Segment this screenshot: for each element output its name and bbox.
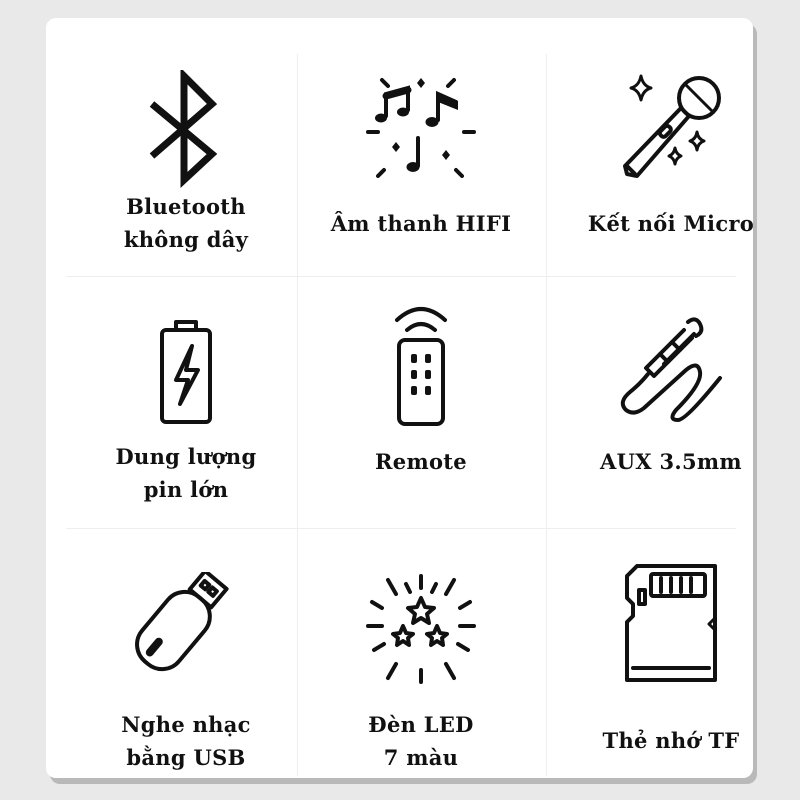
feature-label-line: Nghe nhạc: [121, 712, 251, 737]
feature-usb: [76, 534, 296, 776]
grid-divider: [66, 528, 736, 529]
usb-drive-icon: [130, 572, 242, 684]
memory-card-icon: [623, 564, 719, 684]
feature-label-line: pin lớn: [143, 477, 229, 502]
grid-divider: [546, 54, 547, 776]
battery-icon: [158, 320, 214, 424]
features-grid: [66, 36, 755, 776]
grid-divider: [66, 276, 736, 277]
remote-control-icon: [391, 304, 451, 428]
feature-label-line: không dây: [123, 227, 249, 252]
feature-battery: [76, 282, 296, 528]
feature-label-line: bằng USB: [126, 745, 246, 770]
feature-led: [311, 534, 531, 776]
bluetooth-icon: [146, 70, 226, 190]
feature-label-line: Kết nối Micro: [587, 211, 755, 236]
feature-bluetooth: [76, 36, 296, 276]
feature-label-line: Dung lượng: [115, 444, 257, 469]
feature-remote: [311, 282, 531, 528]
music-notes-icon: [366, 72, 476, 182]
feature-label-line: Đèn LED: [368, 712, 474, 737]
feature-label-line: Thẻ nhớ TF: [602, 728, 740, 753]
feature-hifi-sound: [311, 36, 531, 276]
feature-label-line: AUX 3.5mm: [600, 449, 742, 474]
feature-label-line: 7 màu: [383, 745, 459, 770]
feature-label-line: Remote: [375, 449, 467, 474]
grid-divider: [297, 54, 298, 776]
feature-label-line: Bluetooth: [126, 194, 246, 219]
sparkle-stars-icon: [366, 574, 476, 684]
microphone-icon: [611, 72, 731, 184]
features-card: [46, 18, 753, 778]
aux-cable-icon: [616, 314, 726, 426]
feature-label-line: Âm thanh HIFI: [330, 211, 512, 236]
feature-tf-card: [561, 534, 781, 776]
feature-micro-connection: [561, 36, 781, 276]
feature-aux: [561, 282, 781, 528]
